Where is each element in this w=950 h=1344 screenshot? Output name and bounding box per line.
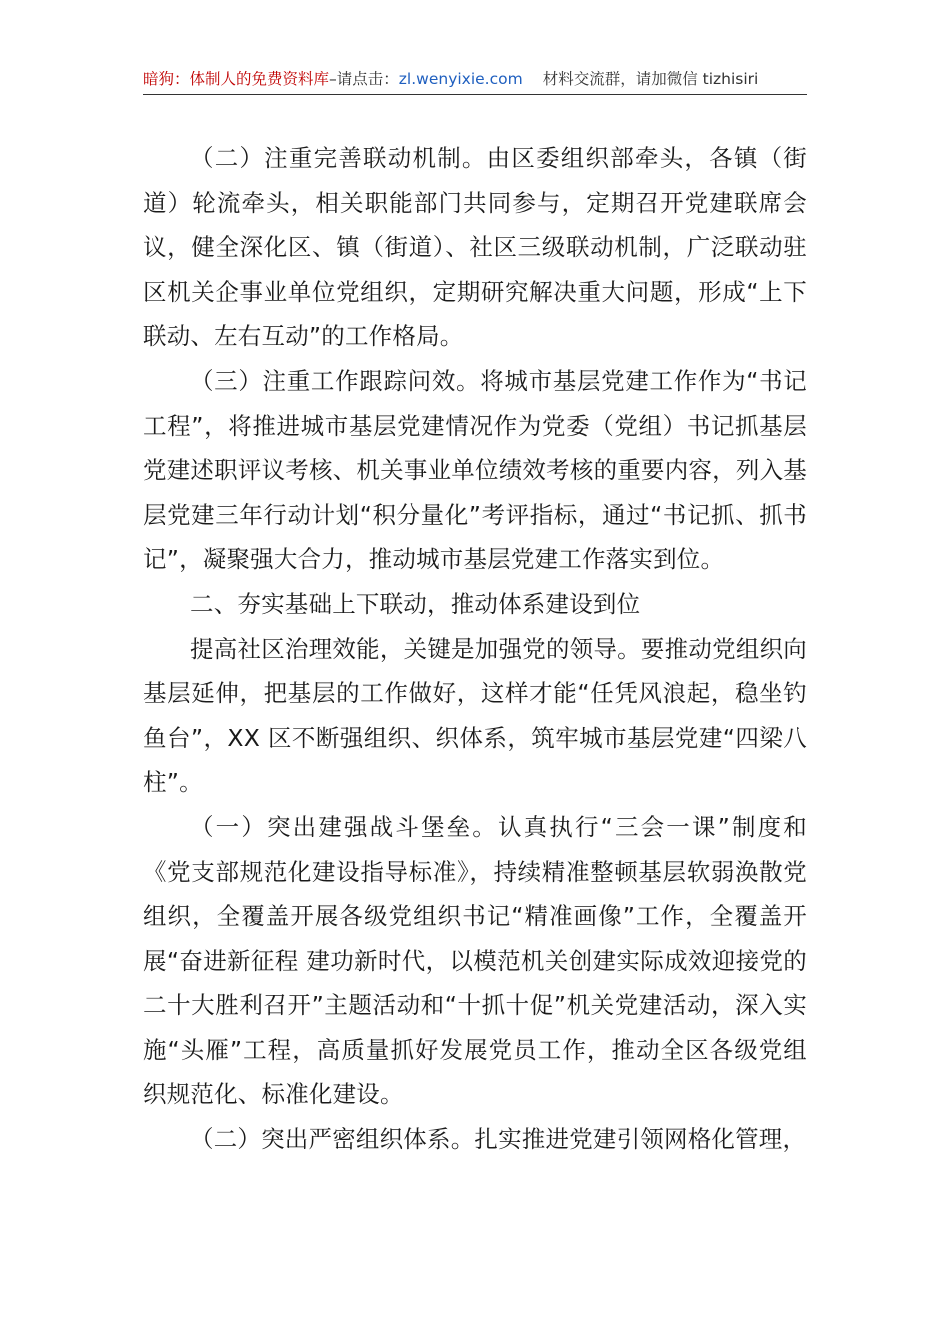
document-header (143, 64, 807, 95)
header-prompt: –请点击： (329, 70, 399, 88)
paragraph-mechanism: （二）注重完善联动机制。由区委组织部牵头，各镇（街道）轮流牵头，相关职能部门共同参与，定期召开党建联席会议，健全深化区、镇（街道）、社区三级联动机制，广泛联动驻区机关企事业单位党组织，定期研究解决重大问题，形成“上下联动、左右互动”的工作格局。 (143, 144, 807, 351)
paragraph-fortress: （一）突出建强战斗堡垒。认真执行“三会一课”制度和《党支部规范化建设指导标准》，持续精准整顿基层软弱涣散党组织，全覆盖开展各级党组织书记“精准画像”工作，全覆盖开展“奋进新征程 建功新时代，以模范机关创建实际成效迎接党的二十大胜利召开”主题活动和“十抓十促”机关党建活动，深入实施“头雁”工程，高质量抓好发展党员工作，推动全区各级党组织规范化、标准化建设。 (143, 812, 807, 1109)
header-url-link[interactable]: zl.wenyixie.com (398, 70, 523, 88)
header-wechat-note: 材料交流群，请加微信 tizhisiri (542, 70, 759, 88)
header-brand: 暗狗：体制人的免费资料库 (143, 70, 330, 88)
section-heading: 二、夯实基础上下联动，推动体系建设到位 (190, 589, 641, 618)
paragraph-tracking: （三）注重工作跟踪问效。将城市基层党建工作作为“书记工程”，将推进城市基层党建情况作为党委（党组）书记抓基层党建述职评议考核、机关事业单位绩效考核的重要内容，列入基层党建三年行动计划“积分量化”考评指标，通过“书记抓、抓书记”，凝聚强大合力，推动城市基层党建工作落实到位。 (143, 366, 807, 574)
paragraph-organization: （二）突出严密组织体系。扎实推进党建引领网格化管理， (190, 1125, 807, 1154)
document-body (143, 136, 807, 1162)
paragraph-intro: 提高社区治理效能，关键是加强党的领导。要推动党组织向基层延伸，把基层的工作做好，这样才能“任凭风浪起，稳坐钓鱼台”，XX 区不断强组织、织体系，筑牢城市基层党建“四梁八柱”。 (143, 634, 807, 797)
